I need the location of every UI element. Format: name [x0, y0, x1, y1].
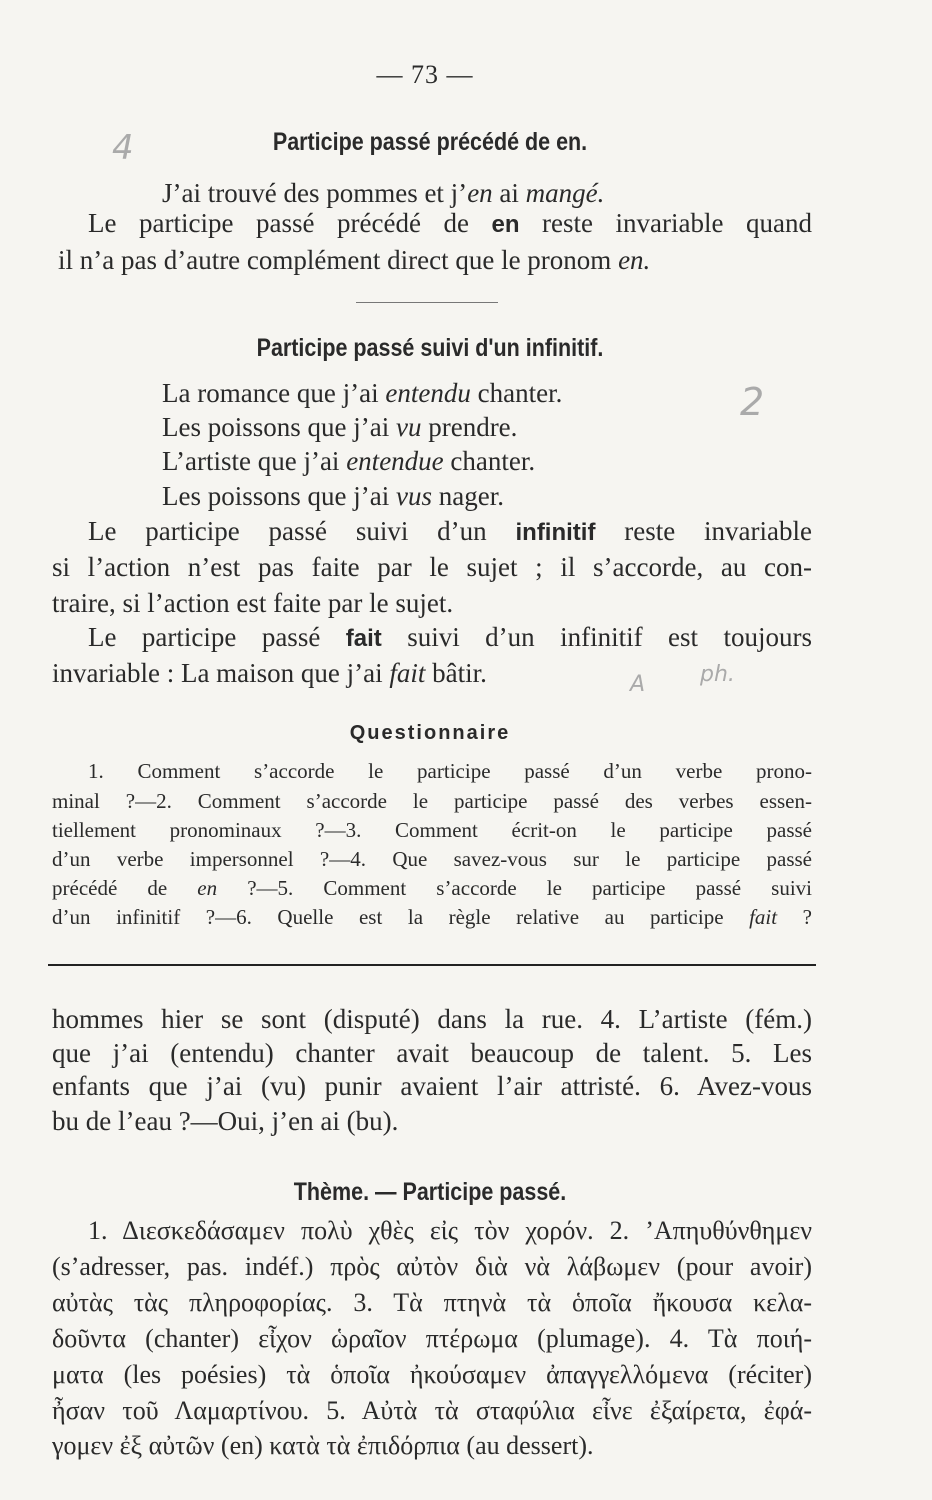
section1-rule-line-2: il n’a pas d’autre complément direct que le pronom en.	[58, 245, 651, 275]
exercise-line-4: bu de l’eau ?—Oui, j’en ai (bu).	[52, 1106, 399, 1136]
section2-rule2-line-2: invariable : La maison que j’ai fait bâtir.	[52, 658, 487, 688]
section2-rule1-line-1: Le participe passé suivi d’un infinitif reste invariable	[88, 516, 812, 546]
section2-example-4: Les poissons que j’ai vus nager.	[162, 481, 504, 511]
theme-line-1: 1. Διεσκεδάσαμεν πολὺ χθὲς εἰς τὸν χορόν. 2. ’Απηυθύνθημεν	[88, 1216, 812, 1245]
page-number: — 73 —	[376, 60, 474, 89]
section1-title: Participe passé précédé de en.	[272, 128, 588, 156]
theme-line-3: αὐτὰς τὰς πληροφορίας. 3. Τὰ πτηνὰ τὰ ὁποῖα ἤκουσα κελα-	[52, 1288, 812, 1317]
separator-short	[356, 302, 498, 303]
theme-title: Thème. — Participe passé.	[293, 1178, 567, 1206]
separator-long	[48, 964, 816, 966]
questionnaire-line-6: d’un infinitif ?—6. Quelle est la règle relative au participe fait ?	[52, 905, 812, 929]
section1-example: J’ai trouvé des pommes et j’en ai mangé.	[162, 178, 605, 208]
section2-example-2: Les poissons que j’ai vu prendre.	[162, 412, 518, 442]
section2-rule1-line-3: traire, si l’action est faite par le sujet.	[52, 588, 454, 618]
questionnaire-line-3: tiellement pronominaux ?—3. Comment écrit-on le participe passé	[52, 818, 812, 842]
section2-example-1: La romance que j’ai entendu chanter.	[162, 378, 563, 408]
questionnaire-line-2: minal ?—2. Comment s’accorde le participe passé des verbes essen-	[52, 789, 812, 813]
section1-rule-line-1: Le participe passé précédé de en reste invariable quand	[88, 208, 812, 238]
questionnaire-title: Questionnaire	[349, 722, 511, 744]
pencil-annotation-a: A	[630, 672, 646, 697]
theme-line-2: (s’adresser, pas. indéf.) πρὸς αὐτὸν διὰ νὰ λάβωμεν (pour avoir)	[52, 1252, 812, 1281]
pencil-annotation-4: 4	[112, 128, 134, 168]
pencil-annotation-ph: ph.	[700, 662, 735, 687]
section2-rule1-line-2: si l’action n’est pas faite par le sujet ; il s’accorde, au con-	[52, 552, 812, 582]
exercise-line-1: hommes hier se sont (disputé) dans la rue. 4. L’artiste (fém.)	[52, 1004, 812, 1034]
questionnaire-line-4: d’un verbe impersonnel ?—4. Que savez-vous sur le participe passé	[52, 847, 812, 871]
exercise-line-3: enfants que j’ai (vu) punir avaient l’air attristé. 6. Avez-vous	[52, 1071, 812, 1101]
questionnaire-line-5: précédé de en ?—5. Comment s’accorde le participe passé suivi	[52, 876, 812, 900]
exercise-line-2: que j’ai (entendu) chanter avait beaucoup de talent. 5. Les	[52, 1038, 812, 1068]
pencil-annotation-2: 2	[740, 380, 765, 424]
theme-line-6: ἦσαν τοῦ Λαμαρτίνου. 5. Αὐτὰ τὰ σταφύλια εἶνε ἐξαίρετα, ἐφά-	[52, 1396, 812, 1425]
section2-example-3: L’artiste que j’ai entendue chanter.	[162, 446, 536, 476]
questionnaire-line-1: 1. Comment s’accorde le participe passé d’un verbe prono-	[88, 759, 812, 783]
theme-line-4: δοῦντα (chanter) εἶχον ὡραῖον πτέρωμα (plumage). 4. Τὰ ποιή-	[52, 1324, 812, 1353]
theme-line-7: γομεν ἐξ αὐτῶν (en) κατὰ τὰ ἐπιδόρπια (au dessert).	[52, 1431, 594, 1460]
section2-rule2-line-1: Le participe passé fait suivi d’un infinitif est toujours	[88, 622, 812, 652]
section2-title: Participe passé suivi d'un infinitif.	[256, 334, 604, 362]
theme-line-5: ματα (les poésies) τὰ ὁποῖα ἠκούσαμεν ἀπαγγελλόμενα (réciter)	[52, 1360, 812, 1389]
